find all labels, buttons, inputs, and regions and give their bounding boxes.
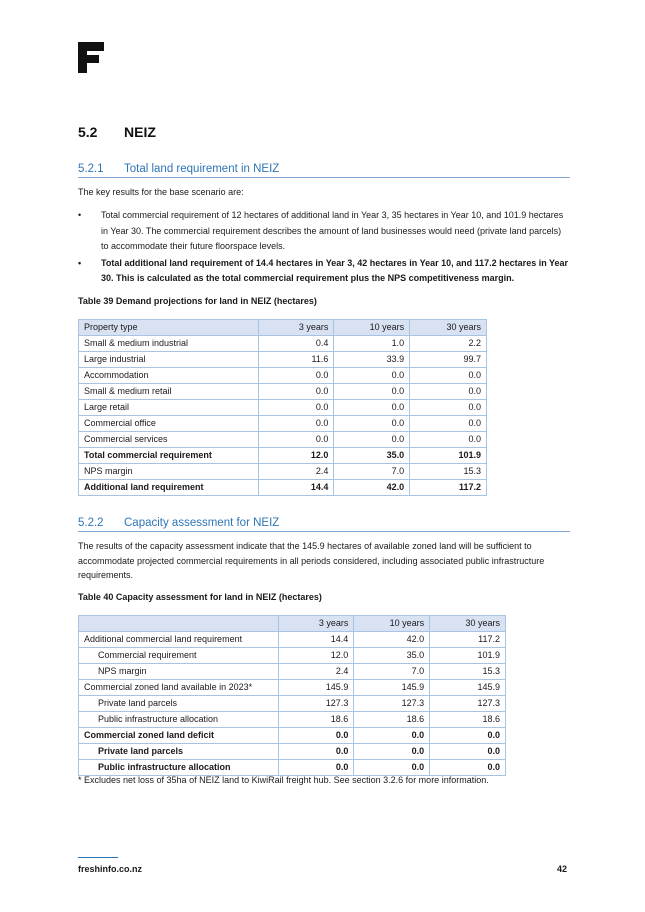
table-row xyxy=(79,416,487,432)
subsection-title: Total land requirement in NEIZ xyxy=(124,163,280,175)
table-cell: 12.0 xyxy=(278,648,354,664)
table-cell: 11.6 xyxy=(258,352,334,368)
table-cell: 18.6 xyxy=(278,712,354,728)
table-row xyxy=(79,432,487,448)
row-label: Commercial zoned land available in 2023* xyxy=(79,680,279,696)
row-label: Additional land requirement xyxy=(79,480,259,496)
table-cell: 35.0 xyxy=(354,648,430,664)
table-cell: 0.0 xyxy=(354,760,430,776)
capacity-assessment-table xyxy=(78,615,506,776)
row-label: Public infrastructure allocation xyxy=(79,760,279,776)
table-cell: 0.0 xyxy=(258,432,334,448)
list-item xyxy=(78,256,570,287)
table-row xyxy=(79,696,506,712)
column-header: 30 years xyxy=(430,616,506,632)
intro-text: The key results for the base scenario are: xyxy=(78,187,244,197)
table-row xyxy=(79,384,487,400)
subsection-heading-1 xyxy=(78,163,570,178)
subsection-number: 5.2.1 xyxy=(78,163,104,175)
table-cell: 0.0 xyxy=(334,384,410,400)
row-label: Large retail xyxy=(79,400,259,416)
table-cell: 127.3 xyxy=(278,696,354,712)
row-label: NPS margin xyxy=(79,664,279,680)
row-label: Public infrastructure allocation xyxy=(79,712,279,728)
table-cell: 0.0 xyxy=(354,728,430,744)
table-row xyxy=(79,448,487,464)
list-item xyxy=(78,208,570,255)
subsection-heading-2 xyxy=(78,517,570,532)
subsection-number: 5.2.2 xyxy=(78,517,104,529)
footer-website: freshinfo.co.nz xyxy=(78,864,143,874)
table-cell: 0.0 xyxy=(410,416,487,432)
table-cell: 35.0 xyxy=(334,448,410,464)
capacity-intro-text: The results of the capacity assessment indicate that the 145.9 hectares of available zoned land will be sufficient to accommodate projected commercial requirements in all periods considered, including associated public infrastructure requirements. xyxy=(78,541,545,580)
bullet-text: Total additional land requirement of 14.4 hectares in Year 3, 42 hectares in Year 10, and 117.2 hectares in Year 30. This is calculated as the total commercial requirement plus the NPS competitiveness margin. xyxy=(101,257,569,283)
table-row xyxy=(79,368,487,384)
key-results-list xyxy=(78,208,570,288)
table-caption: Table 39 Demand projections for land in NEIZ (hectares) xyxy=(78,296,317,306)
row-label: Commercial office xyxy=(79,416,259,432)
row-label: Commercial services xyxy=(79,432,259,448)
table-cell: 117.2 xyxy=(410,480,487,496)
table-cell: 0.0 xyxy=(334,416,410,432)
table-cell: 0.4 xyxy=(258,336,334,352)
table-cell: 2.4 xyxy=(258,464,334,480)
column-header xyxy=(79,616,279,632)
row-label: Large industrial xyxy=(79,352,259,368)
table-cell: 2.2 xyxy=(410,336,487,352)
table-row xyxy=(79,648,506,664)
table-cell: 33.9 xyxy=(334,352,410,368)
row-label: Private land parcels xyxy=(79,744,279,760)
table-cell: 0.0 xyxy=(278,744,354,760)
table-header-row xyxy=(79,616,506,632)
column-header: 10 years xyxy=(334,320,410,336)
row-label: NPS margin xyxy=(79,464,259,480)
table-cell: 14.4 xyxy=(258,480,334,496)
table-cell: 0.0 xyxy=(334,368,410,384)
table-row xyxy=(79,400,487,416)
table-cell: 101.9 xyxy=(430,648,506,664)
section-number: 5.2 xyxy=(78,124,98,140)
subsection-title: Capacity assessment for NEIZ xyxy=(124,517,280,529)
row-label: Commercial zoned land deficit xyxy=(79,728,279,744)
page-number: 42 xyxy=(556,864,567,874)
table-row xyxy=(79,464,487,480)
row-label: Commercial requirement xyxy=(79,648,279,664)
table-cell: 99.7 xyxy=(410,352,487,368)
bullet-icon: • xyxy=(78,210,82,220)
footer-divider xyxy=(78,857,118,858)
table-row xyxy=(79,744,506,760)
table-cell: 0.0 xyxy=(430,728,506,744)
table-row xyxy=(79,664,506,680)
table-cell: 0.0 xyxy=(334,400,410,416)
table-row xyxy=(79,680,506,696)
table-header-row xyxy=(79,320,487,336)
table-cell: 0.0 xyxy=(278,728,354,744)
table-cell: 0.0 xyxy=(430,760,506,776)
table-cell: 7.0 xyxy=(354,664,430,680)
table-row xyxy=(79,760,506,776)
row-label: Small & medium retail xyxy=(79,384,259,400)
table-cell: 145.9 xyxy=(354,680,430,696)
table-cell: 42.0 xyxy=(334,480,410,496)
table-cell: 18.6 xyxy=(430,712,506,728)
table-cell: 0.0 xyxy=(278,760,354,776)
table-caption: Table 40 Capacity assessment for land in NEIZ (hectares) xyxy=(78,592,322,602)
table-cell: 0.0 xyxy=(410,368,487,384)
table-cell: 0.0 xyxy=(410,384,487,400)
table-row xyxy=(79,352,487,368)
demand-projections-table xyxy=(78,319,487,496)
table-cell: 0.0 xyxy=(258,416,334,432)
row-label: Private land parcels xyxy=(79,696,279,712)
table-cell: 1.0 xyxy=(334,336,410,352)
table-cell: 7.0 xyxy=(334,464,410,480)
table-cell: 117.2 xyxy=(430,632,506,648)
table-cell: 14.4 xyxy=(278,632,354,648)
table-cell: 12.0 xyxy=(258,448,334,464)
table-row xyxy=(79,632,506,648)
column-header: 3 years xyxy=(278,616,354,632)
row-label: Additional commercial land requirement xyxy=(79,632,279,648)
table-footnote: * Excludes net loss of 35ha of NEIZ land to KiwiRail freight hub. See section 3.2.6 for more information. xyxy=(78,775,489,785)
column-header: 30 years xyxy=(410,320,487,336)
table-cell: 101.9 xyxy=(410,448,487,464)
table-cell: 127.3 xyxy=(430,696,506,712)
table-cell: 0.0 xyxy=(410,432,487,448)
table-row xyxy=(79,712,506,728)
table-cell: 0.0 xyxy=(258,400,334,416)
table-row xyxy=(79,728,506,744)
row-label: Total commercial requirement xyxy=(79,448,259,464)
table-cell: 0.0 xyxy=(258,368,334,384)
table-cell: 0.0 xyxy=(258,384,334,400)
table-cell: 0.0 xyxy=(334,432,410,448)
table-cell: 2.4 xyxy=(278,664,354,680)
row-label: Small & medium industrial xyxy=(79,336,259,352)
table-cell: 0.0 xyxy=(354,744,430,760)
table-cell: 145.9 xyxy=(278,680,354,696)
row-label: Accommodation xyxy=(79,368,259,384)
table-cell: 0.0 xyxy=(430,744,506,760)
bullet-text: Total commercial requirement of 12 hectares of additional land in Year 3, 35 hectares in Year 10, and 101.9 hectares in Year 30. The commercial requirement describes the amount of land businesses would need (private land parcels) to accommodate their future floorspace levels. xyxy=(101,210,564,251)
table-row xyxy=(79,480,487,496)
table-cell: 127.3 xyxy=(354,696,430,712)
section-heading xyxy=(78,124,156,140)
column-header: Property type xyxy=(79,320,259,336)
section-title: NEIZ xyxy=(124,124,156,140)
freshinfo-logo-icon xyxy=(78,42,104,73)
column-header: 3 years xyxy=(258,320,334,336)
table-cell: 145.9 xyxy=(430,680,506,696)
table-cell: 15.3 xyxy=(430,664,506,680)
table-cell: 18.6 xyxy=(354,712,430,728)
table-cell: 0.0 xyxy=(410,400,487,416)
table-cell: 42.0 xyxy=(354,632,430,648)
table-cell: 15.3 xyxy=(410,464,487,480)
column-header: 10 years xyxy=(354,616,430,632)
bullet-icon: • xyxy=(78,257,82,268)
table-row xyxy=(79,336,487,352)
